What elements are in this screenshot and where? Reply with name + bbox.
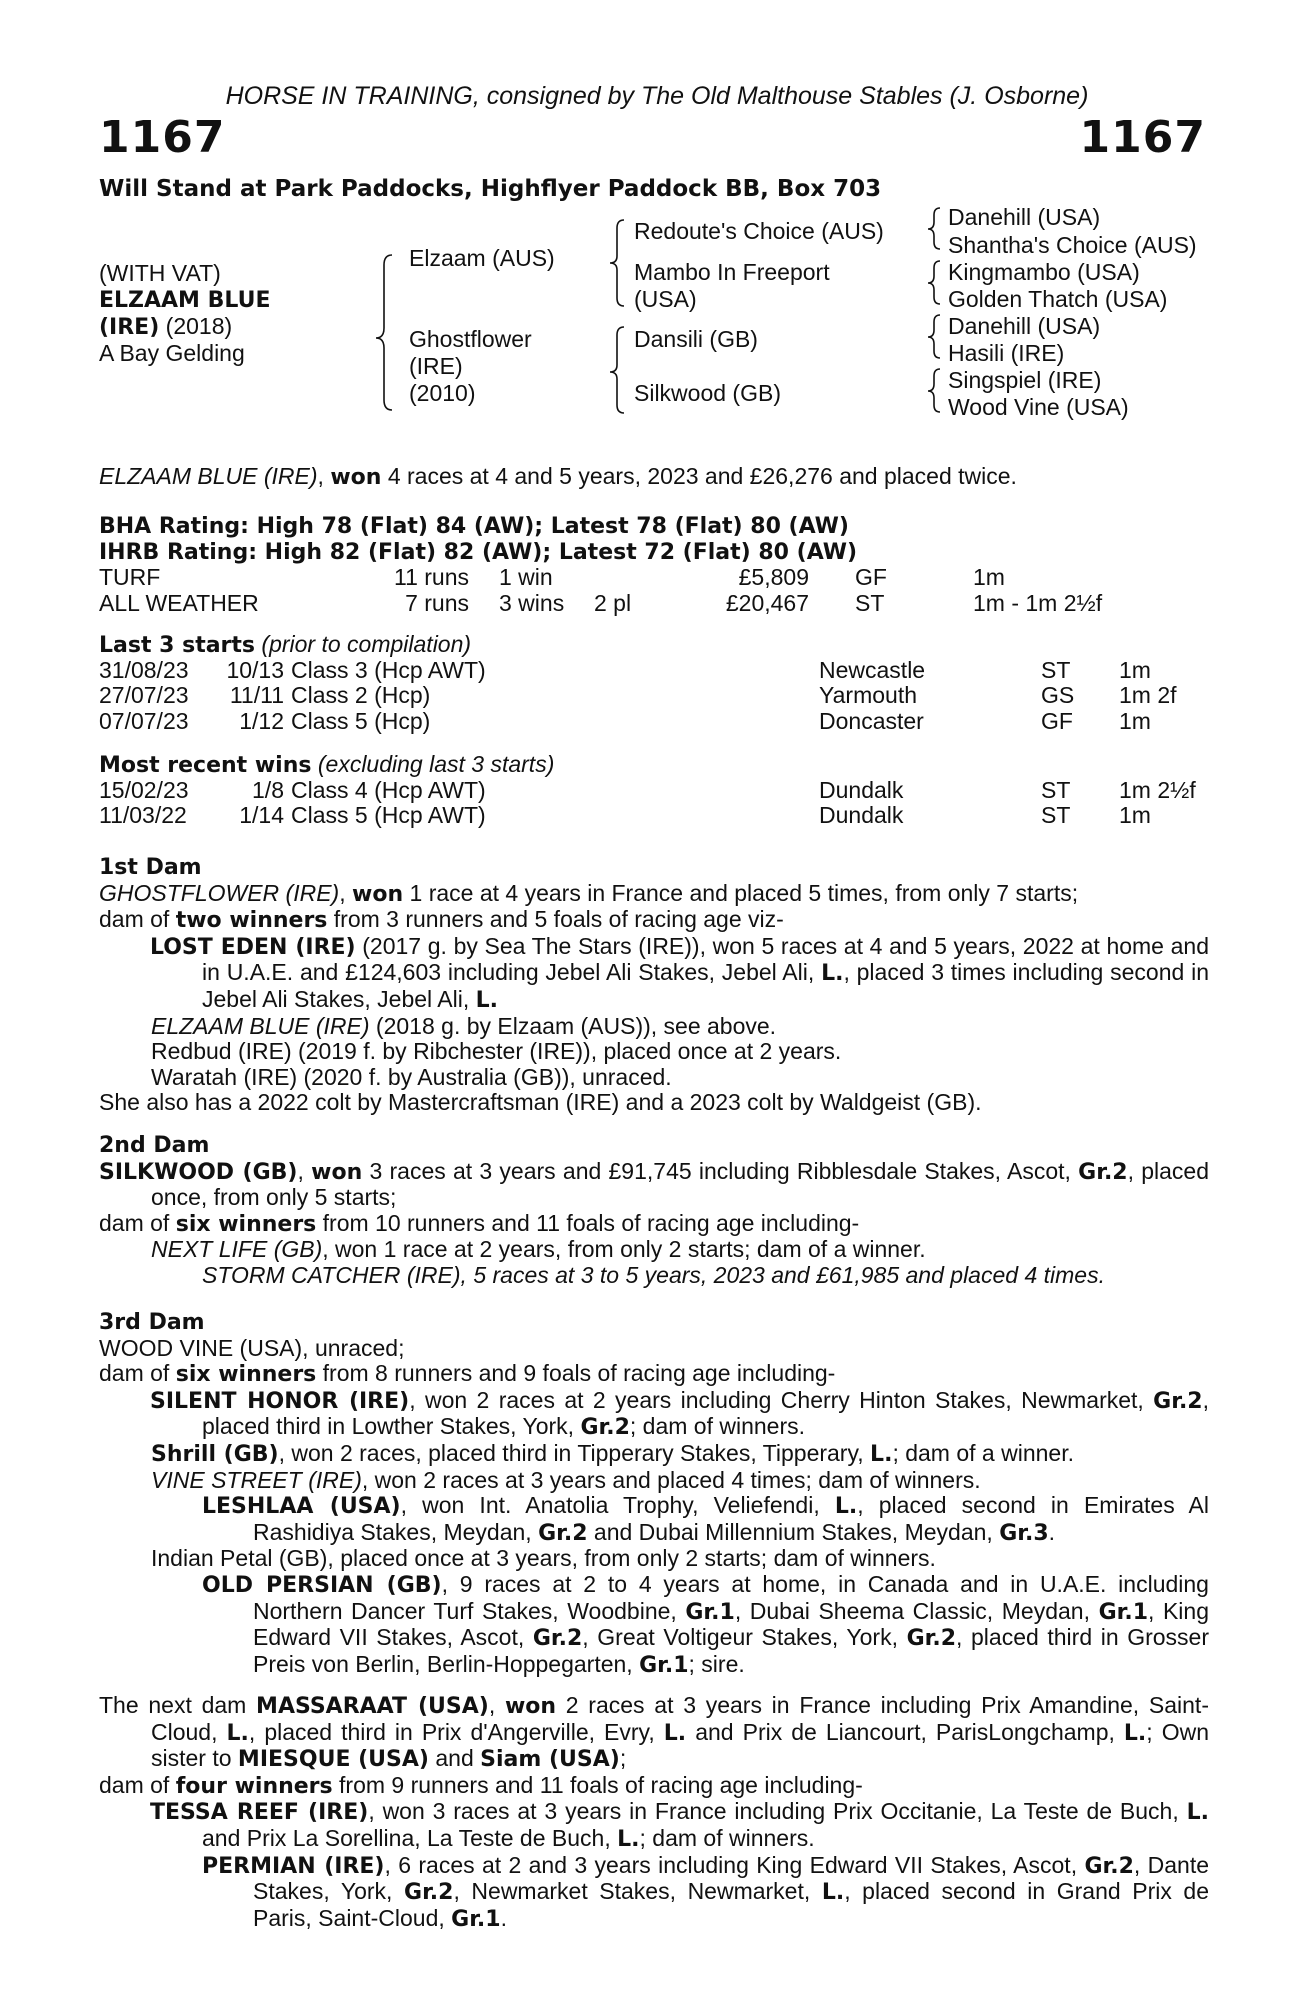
text: , King Edward VII Stakes, Ascot, [253,1597,1209,1651]
text: (2017 g. by Sea The Stars (IRE)), won 5 races at 4 and 5 years, 2022 at home and in U.A.E. and £124,603 including Jebel Ali Stakes, Jebel Ali, [202,932,1209,986]
sire-dam-2: (USA) [634,286,697,312]
grade: L. [475,987,498,1013]
vat-note: (WITH VAT) [99,260,221,286]
next-dam-produce [99,1773,1209,1800]
produce-name: STORM CATCHER (IRE) [202,1261,461,1288]
start-position: 11/11 [229,682,284,709]
text: , won 2 races at 2 years including Cherry Hinton Stakes, Newmarket, [409,1386,1154,1413]
produce-name: TESSA REEF (IRE) [150,1800,369,1826]
text: ; Own sister to [151,1718,1210,1772]
start-row [99,709,1209,735]
grade: Gr.1 [1098,1599,1148,1625]
produce-shrill [99,1441,1209,1468]
text: , Dubai Sheema Classic, Meydan, [734,1597,1099,1624]
dam-line-2: (IRE) [409,353,463,379]
consignor-line: HORSE IN TRAINING, consigned by The Old Malthouse Stables (J. Osborne) [225,82,1089,110]
grade: Gr.1 [685,1599,735,1625]
start-distance: 1m [1119,707,1151,734]
start-class: Class 2 (Hcp) [291,682,431,709]
horse-name-text: ELZAAM BLUE [99,288,271,313]
start-class: Class 5 (Hcp) [291,707,431,734]
start-class: Class 3 (Hcp AWT) [291,656,486,683]
text: . [500,1904,507,1931]
recent-wins-note: (excluding last 3 starts) [311,751,555,777]
record-prize: £5,809 [738,564,809,591]
last3-note: (prior to compilation) [255,631,472,657]
grade: L. [870,1441,893,1467]
stand-location: Will Stand at Park Paddocks, Highflyer Paddock BB, Box 703 [99,176,882,202]
record-going: ST [855,589,885,616]
text: dam of [99,1209,176,1236]
win-going: ST [1041,802,1071,829]
record-surface: TURF [99,564,161,591]
last3-title: Last 3 starts [99,633,256,658]
text: 2 races at 3 years in France including Prix Amandine, Saint-Cloud, [151,1692,1209,1745]
produce-tessa-reef [99,1799,1209,1852]
dam-sire: Dansili (GB) [634,326,758,352]
win-course: Dundalk [819,802,904,829]
second-dam-name: SILKWOOD (GB) [99,1159,298,1185]
produce-indian-petal: Indian Petal (GB), placed once at 3 years, from only 2 starts; dam of winners. [151,1545,936,1572]
text: ; sire. [688,1650,745,1677]
sibling-name: Siam (USA) [480,1747,620,1773]
next-dam-name: MASSARAAT (USA) [256,1694,489,1719]
grade: L. [821,1880,845,1906]
won-word: won [311,1159,363,1185]
first-dam-record: 1 race at 4 years in France and placed 5 times, from only 7 starts; [403,879,1079,906]
win-date: 11/03/22 [99,802,187,829]
grade: Gr.2 [1078,1159,1128,1185]
grade: L. [226,1720,249,1746]
start-distance: 1m 2f [1119,682,1177,709]
win-going: ST [1041,776,1071,803]
produce-redbud: Redbud (IRE) (2019 f. by Ribchester (IRE)), placed once at 2 years. [151,1038,842,1065]
start-distance: 1m [1119,656,1151,683]
win-position: 1/14 [239,802,284,829]
produce-old-persian [99,1572,1209,1678]
next-dam-line: The next dam MASSARAAT (USA), won 2 races at 3 years in France including Prix Amandine, Saint-Cloud, L., placed third in Prix d'Angerville, Evry, L. and Prix de Liancourt, ParisLongchamp, L.; Own sister to MIESQUE (USA) and Siam (USA); [99,1692,1210,1773]
text: , placed once, from only 5 starts; [151,1157,1210,1211]
start-position: 1/12 [239,707,284,734]
text: , placed third in Grosser Preis von Berlin, Berlin-Hoppegarten, [253,1624,1210,1677]
text: and Prix La Sorellina, La Teste de Buch, [202,1824,618,1851]
first-dam-line: GHOSTFLOWER (IRE), won 1 race at 4 years in France and placed 5 times, from only 7 starts; [99,879,1079,907]
produce-permian [99,1853,1209,1933]
record-distance: 1m [973,564,1005,591]
text: dam of [99,1771,176,1798]
summary-won: won [330,465,382,490]
pedigree-braces [0,0,1314,430]
text: , Dante Stakes, York, [253,1851,1210,1905]
text: , Newmarket Stakes, Newmarket, [453,1878,822,1905]
produce-silent-honor [99,1388,1209,1441]
start-going: GS [1041,682,1075,709]
win-date: 15/02/23 [99,776,189,803]
win-position: 1/8 [252,776,284,803]
text: from 8 runners and 9 foals of racing age including- [316,1360,836,1387]
text: , won 2 races, placed third in Tipperary Stakes, Tipperary, [278,1439,871,1466]
start-going: GF [1041,707,1073,734]
start-course: Doncaster [819,707,924,734]
produce-lost-eden [99,934,1209,1014]
record-row-turf [99,565,1209,591]
first-dam-also: She also has a 2022 colt by Mastercraftsman (IRE) and a 2023 colt by Waldgeist (GB). [99,1089,982,1116]
text: 3 races at 3 years and £91,745 including Ribblesdale Stakes, Ascot, [362,1157,1079,1184]
third-dam-section [99,1310,1209,1678]
produce-name: VINE STREET (IRE) [151,1466,362,1493]
start-row [99,658,1209,684]
record-wins: 1 win [499,564,553,591]
ihrb-rating: IHRB Rating: High 82 (Flat) 82 (AW); Latest 72 (Flat) 80 (AW) [99,539,858,565]
text: , Great Voltigeur Stakes, York, [582,1624,907,1651]
dam-dam: Silkwood (GB) [634,380,781,406]
text: , placed second in Emirates Al Rashidiya Stakes, Meydan, [253,1492,1209,1545]
grade: Gr.3 [999,1520,1049,1546]
record-row-aw [99,591,1209,617]
summary-horse: ELZAAM BLUE (IRE) [99,463,318,489]
win-class: Class 5 (Hcp AWT) [291,802,486,829]
text: ; dam of a winner. [892,1439,1074,1466]
recent-wins-title: Most recent wins [99,753,312,778]
sire-sire: Redoute's Choice (AUS) [634,218,884,244]
win-class: Class 4 (Hcp AWT) [291,776,486,803]
grade: Gr.2 [532,1626,583,1652]
lot-number-left: 1167 [99,112,226,163]
first-dam-heading: 1st Dam [99,855,202,880]
text: from 9 runners and 11 foals of racing age including- [332,1771,863,1798]
text: , placed second in Grand Prix de Paris, Saint-Cloud, [253,1878,1209,1931]
text: , won 1 race at 2 years, from only 2 starts; dam of a winner. [322,1236,926,1263]
horse-origin: (IRE) [99,315,160,340]
dam-line-3: (2010) [409,380,476,406]
text: , placed third in Lowther Stakes, York, [202,1386,1209,1440]
text: and Dubai Millennium Stakes, Meydan, [587,1518,1000,1545]
grade: L. [834,1494,858,1520]
text: from 3 runners and 5 foals of racing age viz- [327,906,784,933]
bha-rating: BHA Rating: High 78 (Flat) 84 (AW); Latest 78 (Flat) 80 (AW) [99,514,849,539]
text: dam of [99,906,176,933]
third-dam-heading: 3rd Dam [99,1310,205,1335]
grade: L. [1186,1800,1209,1826]
ratings-block [99,514,1209,616]
win-distance: 1m [1119,802,1151,829]
text: dam of [99,1360,176,1387]
winners-count: six winners [175,1362,317,1388]
start-date: 07/07/23 [99,707,189,734]
sire-dam-1: Mambo In Freeport [634,259,830,285]
produce-name: OLD PERSIAN (GB) [202,1572,442,1598]
lot-number-right: 1167 [1079,112,1206,163]
record-surface: ALL WEATHER [99,589,259,616]
grade: L. [1123,1720,1147,1746]
text: from 10 runners and 11 foals of racing age including- [316,1209,860,1236]
produce-name: PERMIAN (IRE) [202,1853,385,1879]
ss-sire: Danehill (USA) [948,204,1101,230]
sire: Elzaam (AUS) [409,245,555,271]
start-row [99,683,1209,709]
start-going: ST [1041,656,1071,683]
ds-dam: Hasili (IRE) [948,340,1065,366]
produce-elzaam-blue [99,1014,1209,1040]
second-dam-heading: 2nd Dam [99,1133,210,1158]
second-dam-produce [99,1211,1209,1238]
dd-dam: Wood Vine (USA) [948,394,1129,420]
start-course: Yarmouth [819,682,918,709]
sd-dam: Golden Thatch (USA) [948,286,1168,312]
produce-vine-street [99,1468,1209,1494]
first-dam-section [99,855,1209,1116]
last3-heading [99,632,1209,658]
start-date: 27/07/23 [99,682,189,709]
start-course: Newcastle [819,656,926,683]
text: , won 3 races at 3 years in France including Prix Occitanie, La Teste de Buch, [368,1798,1187,1825]
text: , won 2 races at 3 years and placed 4 times; dam of winners. [361,1466,981,1493]
grade: Gr.1 [639,1652,689,1678]
text: and Prix de Liancourt, ParisLongchamp, [686,1718,1124,1745]
winners-count: four winners [175,1773,333,1799]
recent-wins [99,752,1209,829]
record-prize: £20,467 [725,589,809,616]
produce-waratah: Waratah (IRE) (2020 f. by Australia (GB)), unraced. [151,1063,672,1090]
ss-dam: Shantha's Choice (AUS) [948,232,1197,258]
grade: Gr.2 [906,1626,957,1652]
text: , won Int. Anatolia Trophy, Veliefendi, [400,1492,835,1519]
produce-next-life [99,1237,1209,1263]
win-course: Dundalk [819,776,904,803]
recent-wins-heading [99,752,1209,778]
record-runs: 7 runs [405,589,469,616]
won-word: won [352,881,404,907]
win-row [99,778,1209,804]
text: , placed third in Prix d'Angerville, Evry, [248,1718,664,1745]
text: . [1048,1518,1056,1545]
grade: Gr.2 [580,1415,630,1441]
ds-sire: Danehill (USA) [948,313,1101,339]
third-dam-produce [99,1361,1209,1388]
third-dam-line: WOOD VINE (USA), unraced; [99,1334,405,1361]
sibling-name: MIESQUE (USA) [237,1747,429,1773]
record-runs: 11 runs [393,564,469,591]
text: , 5 races at 3 to 5 years, 2023 and £61,985 and placed 4 times. [460,1261,1105,1288]
dd-sire: Singspiel (IRE) [948,367,1102,393]
start-position: 10/13 [226,656,284,683]
grade: Gr.2 [1153,1388,1203,1414]
start-date: 31/08/23 [99,656,189,683]
produce-name: NEXT LIFE (GB) [151,1236,323,1263]
horse-description: A Bay Gelding [99,340,245,366]
grade: Gr.2 [538,1520,588,1546]
win-distance: 1m 2½f [1119,776,1196,803]
text: , 9 races at 2 to 4 years at home, in Canada and in U.A.E. including Northern Dancer Turf Stakes, Woodbine, [253,1570,1209,1624]
next-dam-section [99,1693,1209,1932]
grade: L. [821,961,844,987]
text: (2018 g. by Elzaam (AUS)), see above. [369,1012,777,1039]
produce-name: SILENT HONOR (IRE) [150,1388,410,1414]
sd-sire: Kingmambo (USA) [948,259,1140,285]
record-wins: 3 wins [499,589,565,616]
grade: Gr.1 [451,1906,501,1932]
produce-storm-catcher [99,1263,1209,1289]
win-row [99,803,1209,829]
text: , 6 races at 2 and 3 years including King Edward VII Stakes, Ascot, [384,1851,1085,1878]
race-summary: ELZAAM BLUE (IRE), won 4 races at 4 and 5 years, 2023 and £26,276 and placed twice. [99,463,1017,490]
produce-name: ELZAAM BLUE (IRE) [151,1012,370,1039]
record-going: GF [855,564,887,591]
record-placed: 2 pl [594,589,632,616]
produce-name: LOST EDEN (IRE) [150,934,356,960]
produce-name: LESHLAA (USA) [202,1494,401,1520]
won-word: won [504,1694,557,1719]
dam-line-1: Ghostflower [409,326,532,352]
first-dam-name: GHOSTFLOWER (IRE) [99,879,340,906]
record-distance: 1m - 1m 2½f [973,589,1103,616]
text: ; [619,1745,627,1772]
winners-count: two winners [175,908,328,934]
grade: Gr.2 [1084,1853,1134,1879]
summary-text: 4 races at 4 and 5 years, 2023 and £26,276 and placed twice. [381,463,1017,489]
text: ; dam of winners. [639,1824,815,1851]
grade: L. [617,1826,640,1852]
text: , placed 3 times including second in Jebel Ali Stakes, Jebel Ali, [202,959,1209,1012]
produce-name: Shrill (GB) [151,1441,279,1467]
second-dam-line: SILKWOOD (GB), won 3 races at 3 years and £91,745 including Ribblesdale Stakes, Ascot, Gr.2, placed once, from only 5 starts; [99,1157,1210,1211]
first-dam-produce [99,907,1209,934]
grade: L. [663,1720,687,1746]
winners-count: six winners [175,1211,317,1237]
second-dam-section [99,1133,1209,1289]
produce-leshlaa [99,1493,1209,1546]
text: ; dam of winners. [629,1413,806,1440]
grade: Gr.2 [404,1880,454,1906]
horse-year: (2018) [165,313,233,339]
last-three-starts [99,632,1209,734]
text: and [428,1745,481,1772]
text: The next dam [99,1692,257,1718]
